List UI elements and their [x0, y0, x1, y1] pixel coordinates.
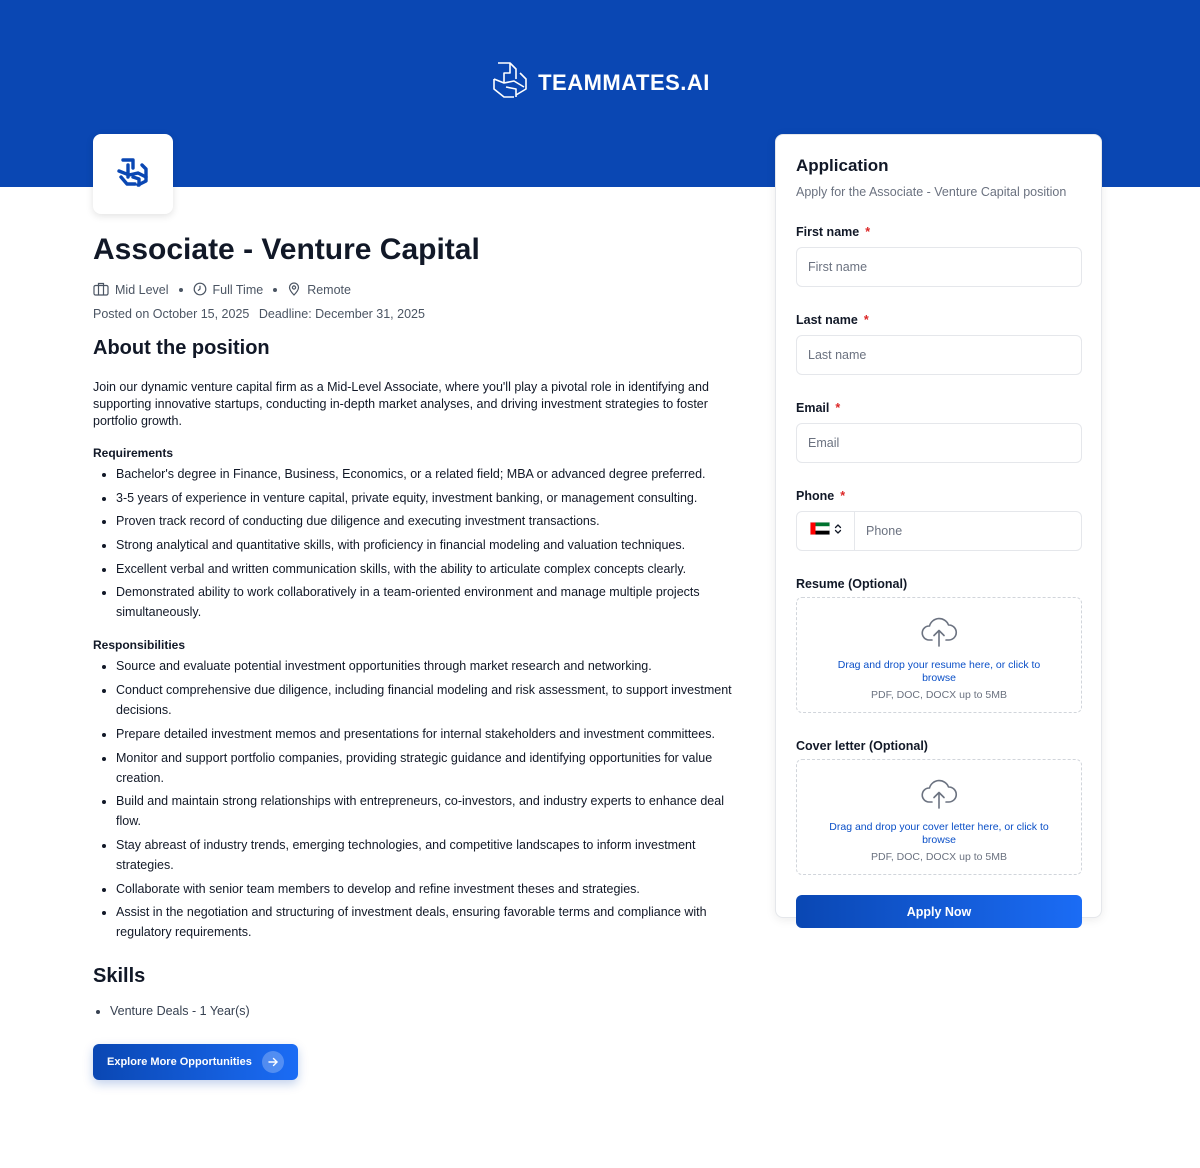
first-name-label — [796, 225, 1081, 239]
meta-type-label: Full Time — [212, 283, 264, 297]
cover-letter-dropzone-prompt: Drag and drop your cover letter here, or click to browse — [829, 821, 1049, 846]
skills-list — [93, 1004, 738, 1018]
list-item: • Proven track record of conducting due diligence and executing investment transactions. — [116, 511, 738, 531]
cover-letter-dropzone-hint: PDF, DOC, DOCX up to 5MB — [871, 851, 1007, 863]
last-name-label — [796, 313, 1081, 327]
meta-level-label: Mid Level — [115, 283, 169, 297]
required-mark: * — [840, 489, 846, 503]
brand-name: TEAMMATES.AI — [538, 69, 710, 95]
phone-input[interactable] — [855, 512, 1081, 550]
company-logo-icon — [116, 155, 150, 194]
apply-now-button[interactable]: Apply Now — [796, 895, 1082, 928]
job-meta — [93, 282, 738, 298]
meta-separator — [179, 288, 183, 292]
list-item: • Build and maintain strong relationships with entrepreneurs, co-investors, and industry experts to enhance deal flow. — [116, 791, 738, 831]
posted-date: Posted on October 15, 2025 — [93, 307, 250, 321]
job-dates — [93, 307, 738, 321]
requirements-list — [93, 464, 738, 622]
list-item: • Collaborate with senior team members to develop and refine investment theses and strategies. — [116, 879, 738, 899]
first-name-input[interactable] — [796, 247, 1082, 287]
meta-separator — [273, 288, 277, 292]
list-item: • Prepare detailed investment memos and presentations for internal stakeholders and investment committees. — [116, 724, 738, 744]
list-item: • 3-5 years of experience in venture capital, private equity, investment banking, or management consulting. — [116, 488, 738, 508]
meta-type — [193, 282, 264, 299]
requirements-heading: Requirements — [93, 446, 174, 460]
list-item: • Monitor and support portfolio companies, providing strategic guidance and identifying opportunities for value creation. — [116, 748, 738, 788]
resume-dropzone-prompt: Drag and drop your resume here, or click to browse — [837, 659, 1041, 684]
list-item: • Conduct comprehensive due diligence, including financial modeling and risk assessment, to support investment decisions. — [116, 680, 738, 720]
application-subtitle: Apply for the Associate - Venture Capital position — [796, 185, 1067, 199]
application-title: Application — [796, 156, 889, 175]
email-label — [796, 401, 1081, 415]
brand-header — [0, 59, 1200, 106]
chevron-up-down-icon — [834, 522, 842, 540]
cloud-upload-icon — [920, 614, 958, 653]
teammates-logo-icon — [490, 59, 530, 106]
email-label-text: Email — [796, 401, 830, 415]
list-item: • Strong analytical and quantitative skills, with proficiency in financial modeling and valuation techniques. — [116, 535, 738, 555]
meta-location-label: Remote — [307, 283, 351, 297]
phone-field — [796, 511, 1082, 551]
explore-button-label: Explore More Opportunities — [107, 1056, 252, 1069]
briefcase-icon — [93, 282, 109, 299]
responsibilities-list — [93, 656, 738, 942]
resume-dropzone[interactable] — [796, 597, 1082, 713]
resume-dropzone-hint: PDF, DOC, DOCX up to 5MB — [871, 689, 1007, 701]
uae-flag-icon — [810, 522, 830, 540]
explore-opportunities-button[interactable] — [93, 1044, 298, 1080]
list-item: • Assist in the negotiation and structuring of investment deals, ensuring favorable terms and compliance with regulatory requirements. — [116, 902, 738, 942]
job-title: Associate - Venture Capital — [93, 233, 480, 266]
location-pin-icon — [287, 282, 301, 299]
list-item: • Bachelor's degree in Finance, Business, Economics, or a related field; MBA or advanced degree preferred. — [116, 464, 738, 484]
list-item: • Stay abreast of industry trends, emerging technologies, and competitive landscapes to inform investment strategies. — [116, 835, 738, 875]
clock-icon — [193, 282, 207, 299]
phone-label — [796, 489, 1081, 503]
cover-letter-dropzone[interactable] — [796, 759, 1082, 875]
list-item: • Source and evaluate potential investment opportunities through market research and networking. — [116, 656, 738, 676]
skill-item: • Venture Deals - 1 Year(s) — [110, 1004, 738, 1018]
list-item: • Excellent verbal and written communication skills, with the ability to articulate complex concepts clearly. — [116, 559, 738, 579]
phone-label-text: Phone — [796, 489, 835, 503]
about-description: Join our dynamic venture capital firm as a Mid-Level Associate, where you'll play a pivotal role in identifying and supporting innovative startups, conducting in-depth market analyses, and driving investment strategies to foster portfolio growth. — [93, 380, 709, 428]
resume-label: Resume (Optional) — [796, 577, 908, 591]
last-name-label-text: Last name — [796, 313, 858, 327]
meta-location — [287, 282, 351, 299]
application-card — [775, 134, 1102, 918]
company-logo-card — [93, 134, 173, 214]
required-mark: * — [835, 401, 841, 415]
required-mark: * — [865, 225, 871, 239]
cover-letter-label: Cover letter (Optional) — [796, 739, 928, 753]
list-item: • Demonstrated ability to work collaboratively in a team-oriented environment and manage multiple projects simultaneously. — [116, 582, 738, 622]
responsibilities-heading: Responsibilities — [93, 638, 186, 653]
country-code-select[interactable] — [797, 512, 855, 550]
last-name-input[interactable] — [796, 335, 1082, 375]
first-name-label-text: First name — [796, 225, 860, 239]
required-mark: * — [863, 313, 869, 327]
skills-heading: Skills — [93, 965, 146, 988]
deadline-date: Deadline: December 31, 2025 — [258, 307, 425, 321]
arrow-right-icon — [262, 1051, 284, 1073]
about-heading: About the position — [93, 337, 270, 359]
meta-level — [93, 282, 169, 299]
cloud-upload-icon — [920, 776, 958, 815]
email-input[interactable] — [796, 423, 1082, 463]
job-details — [93, 230, 738, 1080]
